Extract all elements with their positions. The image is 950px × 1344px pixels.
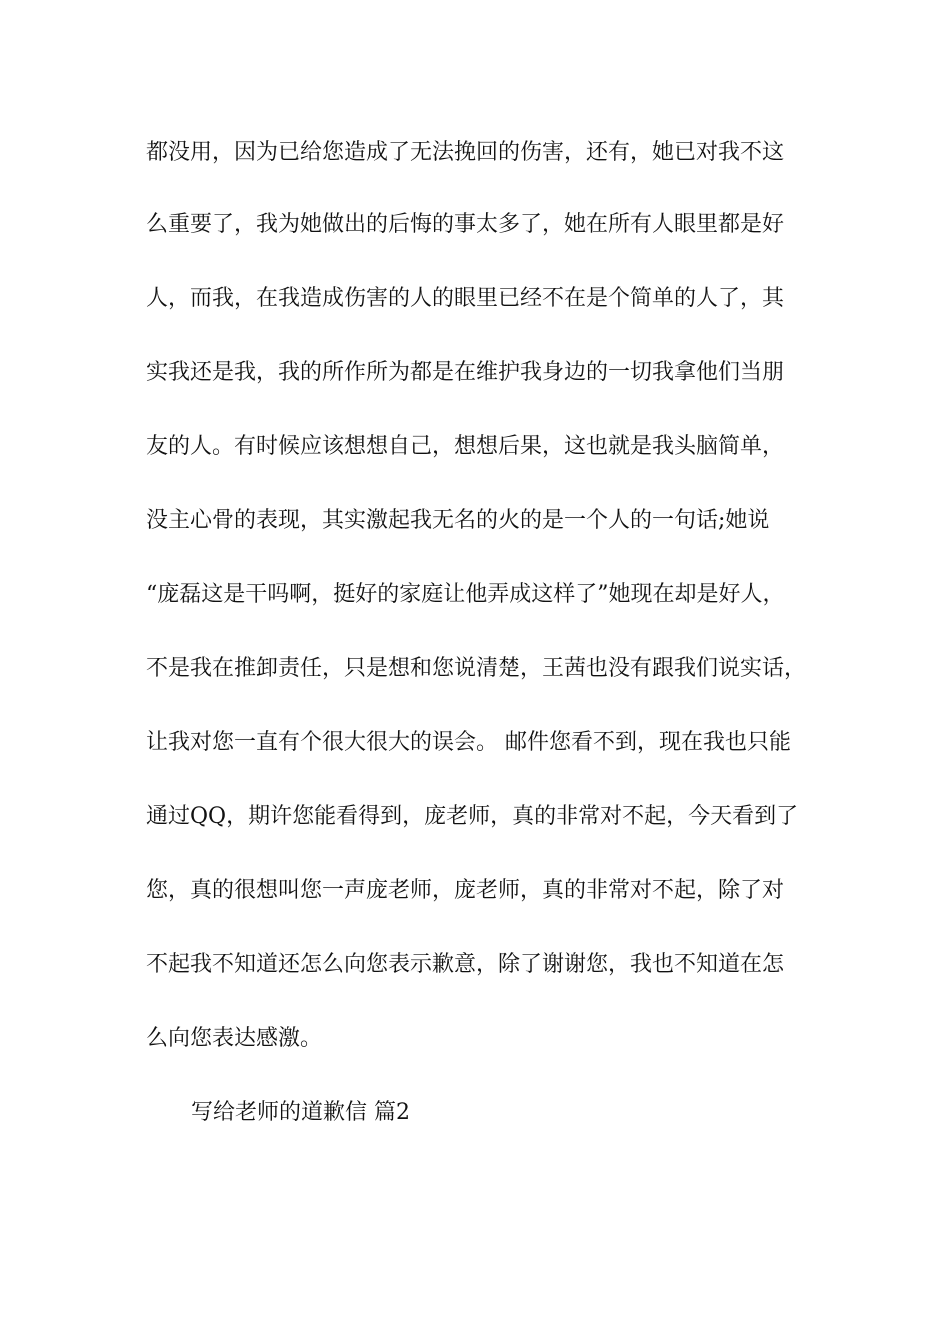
paragraph-line: 友的人。有时候应该想想自己，想想后果，这也就是我头脑简单， xyxy=(146,434,785,459)
paragraph-line: 人，而我，在我造成伤害的人的眼里已经不在是个简单的人了，其 xyxy=(146,286,785,311)
paragraph-line: 实我还是我，我的所作所为都是在维护我身边的一切我拿他们当朋 xyxy=(146,360,785,385)
paragraph-line: 不起我不知道还怎么向您表示歉意，除了谢谢您，我也不知道在怎 xyxy=(146,952,785,977)
paragraph-line: 么重要了，我为她做出的后悔的事太多了，她在所有人眼里都是好 xyxy=(146,212,785,237)
section-heading: 写给老师的道歉信 篇2 xyxy=(191,1100,410,1125)
paragraph-line: 您，真的很想叫您一声庞老师，庞老师，真的非常对不起，除了对 xyxy=(146,878,785,903)
paragraph-line: 都没用，因为已给您造成了无法挽回的伤害，还有，她已对我不这 xyxy=(146,140,785,165)
paragraph-line: 没主心骨的表现，其实激起我无名的火的是一个人的一句话;她说 xyxy=(146,508,770,533)
paragraph-line: “庞磊这是干吗啊，挺好的家庭让他弄成这样了”她现在却是好人， xyxy=(146,582,785,607)
paragraph-line: 让我对您一直有个很大很大的误会。 邮件您看不到，现在我也只能 xyxy=(146,730,791,755)
paragraph-line: 么向您表达感激。 xyxy=(146,1026,323,1051)
paragraph-line: 通过QQ，期许您能看得到，庞老师，真的非常对不起，今天看到了 xyxy=(146,804,799,829)
paragraph-line: 不是我在推卸责任，只是想和您说清楚，王茜也没有跟我们说实话， xyxy=(146,656,807,681)
